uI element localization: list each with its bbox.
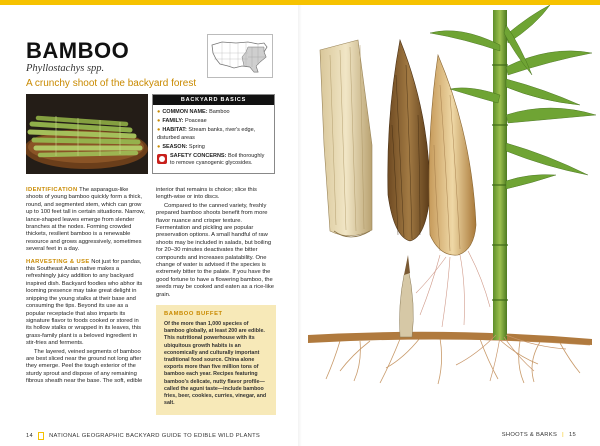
warning-icon bbox=[157, 154, 167, 164]
body-column-1 bbox=[26, 187, 146, 387]
right-footer bbox=[502, 432, 576, 438]
page-title: BAMBOO bbox=[26, 38, 130, 63]
bamboo-illustration bbox=[300, 5, 600, 425]
buffet-text: Of the more than 1,000 species of bamboo globally, at least 200 are edible. This nutritional powerhouse with its ubiquitous growth habits is an economically and culturally important traditional food source. China alone exports more than five million tons of bamboo each year. Recipes featuring bamboo's delicate, nutty flavor profile—called the aguni taste—include bamboo fries, beer, cookies, curries, vinegar, and salt. bbox=[164, 321, 267, 407]
right-page-number: 15 bbox=[568, 432, 576, 438]
bamboo-photo bbox=[26, 94, 148, 174]
nat-geo-logo-icon bbox=[38, 432, 44, 440]
body-column-2 bbox=[156, 187, 276, 300]
right-page bbox=[300, 5, 600, 446]
left-footer bbox=[26, 432, 260, 440]
section-title: SHOOTS & BARKS bbox=[501, 432, 558, 438]
left-page-number: 14 bbox=[26, 433, 34, 439]
safety-concerns: SAFETY CONCERNS: Boil thoroughly to remove cyanogenic glycosides. bbox=[153, 153, 274, 167]
basics-item-common-name: ● COMMON NAME: Bamboo bbox=[157, 109, 230, 115]
basics-item-season: ● SEASON: Spring bbox=[157, 143, 205, 150]
page-gutter bbox=[298, 5, 302, 446]
buffet-heading: BAMBOO BUFFET bbox=[164, 311, 223, 317]
identification-paragraph: IDENTIFICATION The asparagus-like shoots of young bamboo quickly form a thick, round, and segmented stem, which can grow up to 100 feet tall in certain situations. Narrow, lance-shaped leaves emerge from slender branches at the nodes. Forming crowded thickets, resilient bamboo is a renewable resource and grows aggressively, sometimes several feet in a day. bbox=[26, 187, 145, 253]
bamboo-buffet-sidebar bbox=[156, 305, 276, 415]
layered-paragraph: The layered, veined segments of bamboo are best sliced near the ground not long after they emerge. Peel the tough exterior of the sturdy sprout and dispose of any remaining fibrous sheath near the base. The soft, edible bbox=[26, 348, 143, 385]
preparation-paragraph: Compared to the canned variety, freshly prepared bamboo shoots benefit from more flavor nuance and crisper texture. Fermentation and pickling are popular preservation options. A small handful of raw shoots may be included in salads, but boiling for 20–30 minutes deactivates the bitter compounds and increases palatability. One change of water is advised if the species is extremely bitter to the palate. If you have the good fortune to have a flowering bamboo, the seeds may be cooked and eaten as a rice-like grain. bbox=[156, 202, 274, 298]
range-map bbox=[207, 34, 273, 78]
book-title: NATIONAL GEOGRAPHIC BACKYARD GUIDE TO EDIBLE WILD PLANTS bbox=[49, 433, 261, 439]
column-2-continuation: interior that remains is choice; slice this length-wise or into discs. bbox=[156, 187, 257, 201]
footer-separator: | bbox=[562, 432, 564, 438]
harvesting-paragraph: HARVESTING & USE Not just for pandas, this Southeast Asian native makes a refreshingly juicy addition to any backyard inspired dish. Backyard foodies who abhor its looming presence may take great delight in snipping the young stalks at their base and consuming the tips. Beyond its use as a popular receptacle that also imparts its signature flavor to foods cooked or stored in its hollow stalks or wrapped in its leaves, this grass-family plant is a beloved ingredient in stir-fries and ferments. bbox=[26, 258, 143, 347]
scientific-name: Phyllostachys spp. bbox=[26, 63, 105, 74]
tagline: A crunchy shoot of the backyard forest bbox=[26, 78, 197, 89]
basics-item-family: ● FAMILY: Poaceae bbox=[157, 118, 207, 124]
basics-heading: BACKYARD BASICS bbox=[153, 95, 274, 105]
basics-item-habitat: ● HABITAT: Stream banks, river's edge, disturbed areas bbox=[157, 127, 256, 141]
backyard-basics-box bbox=[152, 94, 275, 174]
left-page bbox=[0, 5, 300, 446]
us-map-icon bbox=[208, 35, 272, 77]
